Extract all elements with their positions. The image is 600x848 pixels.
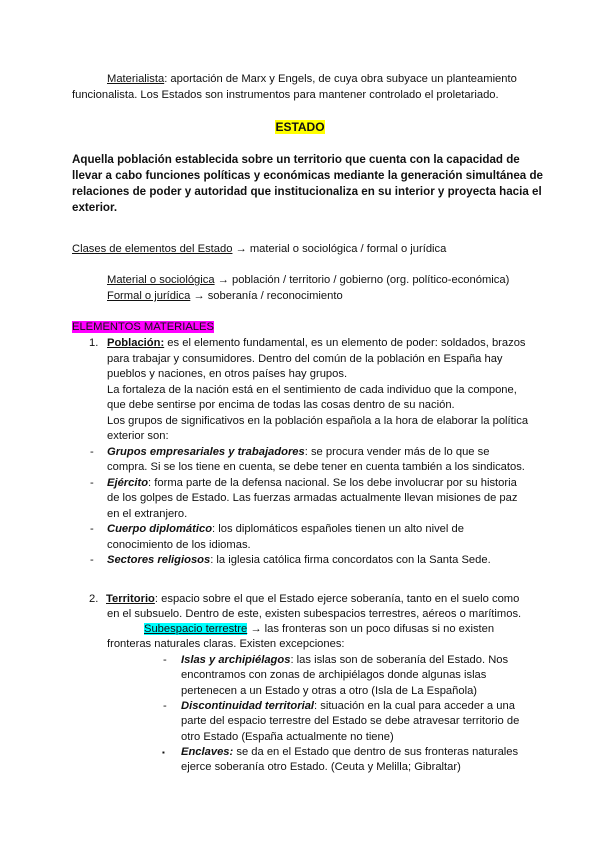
subespacio-label: Subespacio terrestre <box>144 623 248 635</box>
poblacion-label: Población: <box>107 337 165 349</box>
list-item: Grupos empresariales y trabajadores: se procura vender más de lo que se <box>107 446 490 458</box>
list-item-cont: de los golpes de Estado. Las fuerzas armadas actualmente llevan misiones de paz <box>107 492 518 504</box>
intro-line-2: funcionalista. Los Estados son instrumentos para mantener controlado el proletariado. <box>72 89 499 101</box>
clases-formal: Formal o jurídica → soberanía / reconocimiento <box>107 290 343 302</box>
definition-line-2: llevar a cabo funciones políticas y económicas mediante la generación simultánea de <box>72 169 544 182</box>
section-heading-wrap <box>72 320 214 336</box>
list-marker: - <box>90 446 94 458</box>
section-heading: ELEMENTOS MATERIALES <box>72 321 214 333</box>
clases-line: Clases de elementos del Estado → material o sociológica / formal o jurídica <box>72 243 447 255</box>
list-item: Ejército: forma parte de la defensa nacional. Se los debe involucrar por su historia <box>107 477 517 489</box>
list-item-cont: en el extranjero. <box>107 508 188 520</box>
list-item-cont: compra. Si se los tiene en cuenta, se debe tener en cuenta también a los sindicatos. <box>107 461 525 473</box>
territorio-line-1: Territorio: espacio sobre el que el Estado ejerce soberanía, tanto en el suelo como <box>106 593 520 605</box>
intro-line-1: Materialista: aportación de Marx y Engels, de cuya obra subyace un planteamiento <box>107 73 517 85</box>
poblacion-line-3: pueblos y naciones, en otros países hay grupos. <box>107 368 348 380</box>
list-marker: - <box>90 477 94 489</box>
subespacio-line: Subespacio terrestre → las fronteras son un poco difusas si no existen <box>144 623 495 635</box>
poblacion-line-4: La fortaleza de la nación está en el sentimiento de cada individuo que la compone, <box>107 384 517 396</box>
territorio-number: 2. <box>89 593 99 605</box>
list-item-cont: encontramos con zonas de archipiélagos donde algunas islas <box>181 669 487 681</box>
list-marker: - <box>90 554 94 566</box>
poblacion-line-1: Población: es el elemento fundamental, es un elemento de poder: soldados, brazos <box>107 337 526 349</box>
poblacion-line-5: que debe sentirse por encima de todas las cosas dentro de su nación. <box>107 399 455 411</box>
list-marker: - <box>163 654 167 666</box>
list-item: Discontinuidad territorial: situación en la cual para acceder a una <box>181 700 515 712</box>
definition-line-3: relaciones de poder y autoridad que institucionaliza en su interior y proyecta hacia el <box>72 185 542 198</box>
definition-line-1: Aquella población establecida sobre un territorio que cuenta con la capacidad de <box>72 153 520 166</box>
list-marker: - <box>163 700 167 712</box>
materialista-term: Materialista <box>107 73 165 85</box>
list-item: Islas y archipiélagos: las islas son de soberanía del Estado. Nos <box>181 654 509 666</box>
clases-material: Material o sociológica → población / territorio / gobierno (org. político-económica) <box>107 274 510 286</box>
poblacion-line-7: exterior son: <box>107 430 169 442</box>
list-item-cont: pertenecen a un Estado y otras a otro (Isla de La Española) <box>181 685 478 697</box>
poblacion-line-2: para trabajar y consumidores. Dentro del común de la población en España hay <box>107 353 503 365</box>
list-marker: - <box>90 523 94 535</box>
title-wrap <box>0 120 600 137</box>
page-title: ESTADO <box>275 120 325 134</box>
list-item: Enclaves: se da en el Estado que dentro de sus fronteras naturales <box>181 746 519 758</box>
list-item-cont: parte del espacio terrestre del Estado se debe atravesar territorio de <box>181 715 520 727</box>
list-marker: ▪ <box>162 748 165 757</box>
subespacio-line-2: fronteras naturales claras. Existen excepciones: <box>107 638 345 650</box>
list-item-cont: conocimiento de los idiomas. <box>107 539 251 551</box>
poblacion-number: 1. <box>89 337 99 349</box>
list-item-cont: otro Estado (España actualmente no tiene) <box>181 731 394 743</box>
poblacion-line-6: Los grupos de significativos en la población española a la hora de elaborar la política <box>107 415 529 427</box>
list-item: Cuerpo diplomático: los diplomáticos españoles tienen un alto nivel de <box>107 523 464 535</box>
list-item-cont: ejerce soberanía otro Estado. (Ceuta y Melilla; Gibraltar) <box>181 761 461 773</box>
definition-line-4: exterior. <box>72 201 118 214</box>
list-item: Sectores religiosos: la iglesia católica firma concordatos con la Santa Sede. <box>107 554 491 566</box>
territorio-label: Territorio <box>106 593 155 605</box>
territorio-line-2: en el subsuelo. Dentro de este, existen subespacios terrestres, aéreos o marítimos. <box>107 608 522 620</box>
